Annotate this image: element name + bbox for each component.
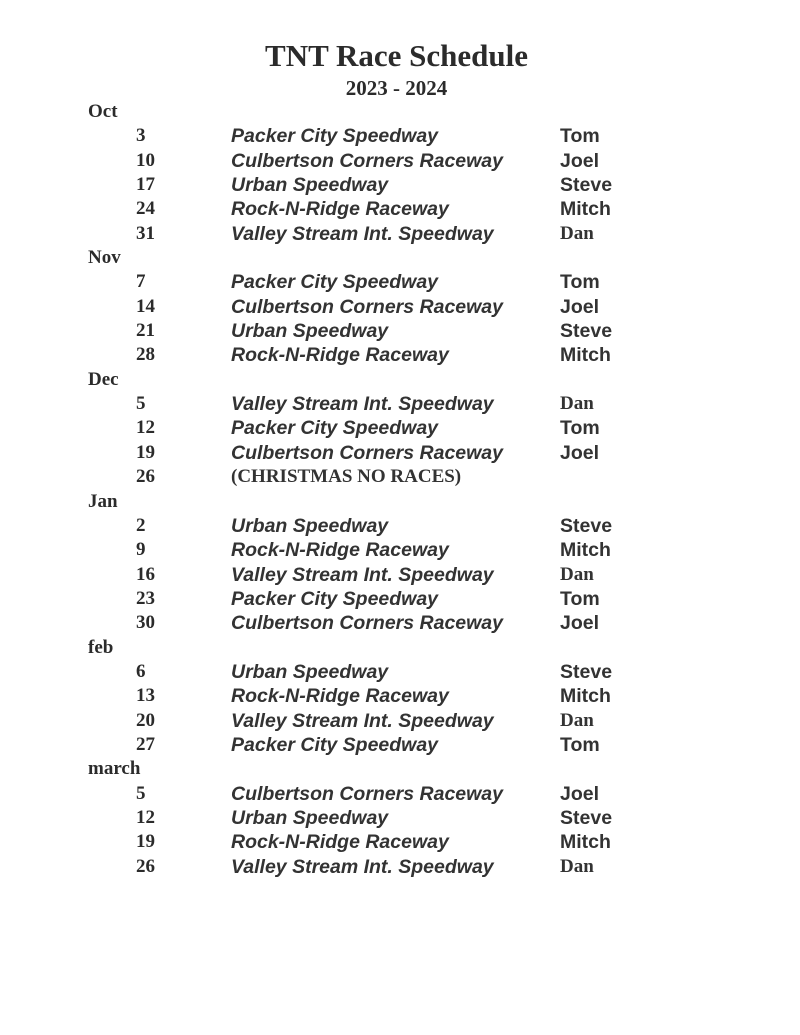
race-driver: Dan xyxy=(560,563,594,585)
race-driver: Tom xyxy=(560,271,600,294)
race-row xyxy=(0,855,800,879)
schedule-title: TNT Race Schedule xyxy=(265,38,528,73)
race-date: 26 xyxy=(136,466,155,488)
race-driver: Mitch xyxy=(560,344,611,367)
race-date: 31 xyxy=(136,222,155,244)
race-track: Rock-N-Ridge Raceway xyxy=(231,831,449,854)
race-driver: Tom xyxy=(560,733,600,756)
race-row xyxy=(0,173,800,197)
month-header-row xyxy=(0,490,800,514)
race-track: Culbertson Corners Raceway xyxy=(231,612,504,635)
race-date: 24 xyxy=(136,198,155,220)
month-header-row xyxy=(0,757,800,781)
race-driver: Steve xyxy=(560,174,613,197)
race-driver: Joel xyxy=(560,612,600,635)
race-driver: Joel xyxy=(560,441,600,464)
race-date: 19 xyxy=(136,831,155,853)
race-date: 20 xyxy=(136,709,155,731)
race-row xyxy=(0,709,800,733)
race-date: 28 xyxy=(136,344,155,366)
race-date: 17 xyxy=(136,174,155,196)
race-date: 19 xyxy=(136,441,155,463)
race-track: Urban Speedway xyxy=(231,174,389,197)
month-header-row xyxy=(0,368,800,392)
month-header-row xyxy=(0,636,800,660)
race-track: Packer City Speedway xyxy=(231,125,439,148)
race-row xyxy=(0,830,800,854)
race-row xyxy=(0,343,800,367)
race-date: 27 xyxy=(136,733,155,755)
month-header-row xyxy=(0,246,800,270)
race-track: Urban Speedway xyxy=(231,514,389,537)
race-date: 16 xyxy=(136,563,155,585)
race-date: 2 xyxy=(136,514,146,536)
race-track: Packer City Speedway xyxy=(231,587,439,610)
race-track: Valley Stream Int. Speedway xyxy=(231,222,494,245)
race-row xyxy=(0,587,800,611)
race-track: Packer City Speedway xyxy=(231,271,439,294)
race-row xyxy=(0,538,800,562)
race-row xyxy=(0,611,800,635)
race-row xyxy=(0,684,800,708)
race-row xyxy=(0,733,800,757)
race-date: 21 xyxy=(136,320,155,342)
race-driver: Joel xyxy=(560,149,600,172)
race-date: 6 xyxy=(136,660,146,682)
race-track: Valley Stream Int. Speedway xyxy=(231,855,494,878)
race-date: 23 xyxy=(136,587,155,609)
schedule-list xyxy=(0,100,800,879)
race-row xyxy=(0,660,800,684)
race-date: 9 xyxy=(136,539,146,561)
schedule-note: (CHRISTMAS NO RACES) xyxy=(231,466,462,488)
race-row xyxy=(0,416,800,440)
race-driver: Dan xyxy=(560,222,594,244)
race-track: Valley Stream Int. Speedway xyxy=(231,563,494,586)
race-track: Urban Speedway xyxy=(231,660,389,683)
race-driver: Mitch xyxy=(560,539,611,562)
race-row xyxy=(0,124,800,148)
race-date: 26 xyxy=(136,855,155,877)
race-row xyxy=(0,514,800,538)
race-row xyxy=(0,222,800,246)
race-track: Culbertson Corners Raceway xyxy=(231,149,504,172)
race-track: Packer City Speedway xyxy=(231,733,439,756)
race-row xyxy=(0,319,800,343)
race-track: Packer City Speedway xyxy=(231,417,439,440)
race-row xyxy=(0,149,800,173)
race-driver: Mitch xyxy=(560,198,611,221)
race-driver: Joel xyxy=(560,295,600,318)
race-track: Urban Speedway xyxy=(231,320,389,343)
month-label: Jan xyxy=(88,490,118,512)
race-driver: Joel xyxy=(560,782,600,805)
race-date: 14 xyxy=(136,295,155,317)
race-driver: Tom xyxy=(560,417,600,440)
race-track: Rock-N-Ridge Raceway xyxy=(231,344,449,367)
race-date: 12 xyxy=(136,806,155,828)
race-track: Rock-N-Ridge Raceway xyxy=(231,685,449,708)
race-date: 10 xyxy=(136,149,155,171)
month-label: Dec xyxy=(88,368,119,390)
race-row xyxy=(0,270,800,294)
race-date: 12 xyxy=(136,417,155,439)
race-date: 3 xyxy=(136,125,146,147)
race-track: Valley Stream Int. Speedway xyxy=(231,393,494,416)
month-label: Nov xyxy=(88,247,121,269)
race-date: 13 xyxy=(136,685,155,707)
race-row xyxy=(0,806,800,830)
race-driver: Dan xyxy=(560,709,594,731)
race-driver: Steve xyxy=(560,514,613,537)
month-label: Oct xyxy=(88,101,118,122)
race-row xyxy=(0,197,800,221)
race-row xyxy=(0,295,800,319)
race-driver: Steve xyxy=(560,660,613,683)
race-date: 30 xyxy=(136,612,155,634)
month-header-row xyxy=(0,100,800,124)
race-driver: Tom xyxy=(560,125,600,148)
race-track: Urban Speedway xyxy=(231,806,389,829)
race-date: 7 xyxy=(136,271,146,293)
race-track: Culbertson Corners Raceway xyxy=(231,441,504,464)
race-track: Rock-N-Ridge Raceway xyxy=(231,539,449,562)
race-driver: Dan xyxy=(560,393,594,415)
race-track: Valley Stream Int. Speedway xyxy=(231,709,494,732)
race-track: Rock-N-Ridge Raceway xyxy=(231,198,449,221)
schedule-season: 2023 - 2024 xyxy=(345,76,448,100)
month-label: march xyxy=(88,758,141,780)
race-driver: Mitch xyxy=(560,685,611,708)
race-row xyxy=(0,563,800,587)
race-driver: Dan xyxy=(560,855,594,877)
race-driver: Mitch xyxy=(560,831,611,854)
race-date: 5 xyxy=(136,782,146,804)
race-track: Culbertson Corners Raceway xyxy=(231,782,504,805)
race-row xyxy=(0,782,800,806)
race-driver: Steve xyxy=(560,320,613,343)
race-driver: Steve xyxy=(560,806,613,829)
race-row xyxy=(0,441,800,465)
race-date: 5 xyxy=(136,393,146,415)
month-label: feb xyxy=(88,636,114,658)
race-track: Culbertson Corners Raceway xyxy=(231,295,504,318)
race-row xyxy=(0,392,800,416)
race-driver: Tom xyxy=(560,587,600,610)
race-row xyxy=(0,465,800,489)
